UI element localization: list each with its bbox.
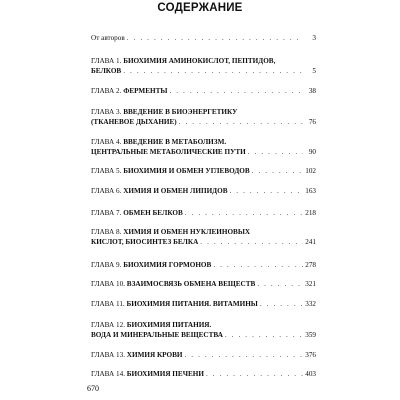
chapter-title-line: ХИМИЯ И ОБМЕН ЛИПИДОВ [123,187,228,195]
chapter-title-line: БИОХИМИЯ АМИНОКИСЛОТ, ПЕПТИДОВ, [123,57,276,65]
chapter-number: ГЛАВА 4. [91,138,122,146]
toc-page-number: 241 [305,237,316,246]
toc-page-number: 321 [305,280,316,288]
dot-leader [185,209,303,219]
toc-page-number: 102 [305,167,316,175]
toc-page-number: 3 [312,34,316,42]
chapter-number: ГЛАВА 13. [91,351,125,359]
toc-entry-chapter-13[interactable] [91,351,316,361]
dot-leader [184,351,303,361]
toc-entry-chapter-5[interactable] [91,167,316,177]
chapter-title-line: КИСЛОТ, БИОСИНТЕЗ БЕЛКА [91,237,199,246]
page-title: СОДЕРЖАНИЕ [157,2,243,14]
chapter-number: ГЛАВА 6. [91,187,122,195]
dot-leader [225,331,303,341]
dot-leader [206,370,303,380]
chapter-title-line: ВВЕДЕНИЕ В МЕТАБОЛИЗМ. [123,138,227,146]
table-of-contents [91,0,316,400]
chapter-number: ГЛАВА 12. [91,321,125,329]
chapter-title-line: ОБМЕН БЕЛКОВ [123,209,183,217]
toc-entry-chapter-10[interactable] [91,280,316,290]
toc-entry-chapter-1[interactable] [91,57,316,76]
chapter-number: ГЛАВА 3. [91,108,122,116]
toc-page-number: 163 [305,187,316,195]
dot-leader [248,148,303,158]
chapter-number: ГЛАВА 9. [91,261,122,269]
toc-entry-chapter-8[interactable] [91,228,316,247]
toc-entry-chapter-11[interactable] [91,300,316,310]
toc-page-number: 359 [305,330,316,339]
dot-leader [179,118,303,128]
chapter-title-line: ФЕРМЕНТЫ [123,87,168,95]
chapter-title-line: ВОДА И МИНЕРАЛЬНЫЕ ВЕЩЕСТВА [91,330,223,339]
chapter-number: ГЛАВА 10. [91,280,125,288]
chapter-title-line: БИОХИМИЯ ПИТАНИЯ. ВИТАМИНЫ [126,300,258,308]
dot-leader [230,187,304,197]
toc-entry-title: От авторов [91,34,125,42]
dot-leader [169,87,303,97]
toc-page-number: 90 [308,147,316,156]
chapter-title-line: БИОХИМИЯ И ОБМЕН УГЛЕВОДОВ [123,167,250,175]
toc-page-number: 76 [308,117,316,126]
chapter-title-line: ВЗАИМОСВЯЗЬ ОБМЕНА ВЕЩЕСТВ [126,280,256,288]
dot-leader [257,280,303,290]
chapter-title-line: БИОХИМИЯ ГОРМОНОВ [123,261,212,269]
chapter-title-line: ВВЕДЕНИЕ В БИОЭНЕРГЕТИКУ [123,108,238,116]
toc-entry-chapter-14[interactable] [91,370,316,380]
chapter-title-line: БИОХИМИЯ ПЕЧЕНИ [126,370,204,378]
toc-page-number: 332 [305,300,316,308]
chapter-title-line: БИОХИМИЯ ПИТАНИЯ. [126,321,212,329]
toc-page-number: 403 [305,370,316,378]
toc-entry-chapter-7[interactable] [91,209,316,219]
toc-entry-chapter-4[interactable] [91,138,316,157]
toc-entry-chapter-3[interactable] [91,108,316,127]
chapter-number: ГЛАВА 14. [91,370,125,378]
chapter-number: ГЛАВА 7. [91,209,122,217]
toc-page-number: 376 [305,351,316,359]
toc-entry-chapter-6[interactable] [91,187,316,197]
chapter-title-line: БЕЛКОВ [91,66,122,75]
dot-leader [252,167,303,177]
chapter-number: ГЛАВА 1. [91,57,122,65]
chapter-number: ГЛАВА 8. [91,228,122,236]
chapter-title-line: ХИМИЯ И ОБМЕН НУКЛЕИНОВЫХ [123,228,251,236]
toc-entry-chapter-9[interactable] [91,261,316,271]
page-folio-number: 670 [87,384,99,393]
chapter-title-line: (ТКАНЕВОЕ ДЫХАНИЕ) [91,117,177,126]
chapter-number: ГЛАВА 2. [91,87,122,95]
dot-leader [123,67,303,77]
chapter-number: ГЛАВА 11. [91,300,125,308]
dot-leader [200,238,303,248]
toc-page-number: 218 [305,209,316,217]
chapter-title-line: ХИМИЯ КРОВИ [126,351,183,359]
toc-entry-chapter-12[interactable] [91,321,316,340]
chapter-number: ГЛАВА 5. [91,167,122,175]
dot-leader [213,261,303,271]
dot-leader [127,34,303,44]
toc-entry-authors[interactable] [91,34,316,44]
toc-page-number: 278 [305,261,316,269]
toc-entry-chapter-2[interactable] [91,87,316,97]
chapter-title-line: ЦЕНТРАЛЬНЫЕ МЕТАБОЛИЧЕСКИЕ ПУТИ [91,147,246,156]
dot-leader [260,300,303,310]
toc-page-number: 38 [308,87,316,95]
toc-page-number: 5 [312,66,316,75]
